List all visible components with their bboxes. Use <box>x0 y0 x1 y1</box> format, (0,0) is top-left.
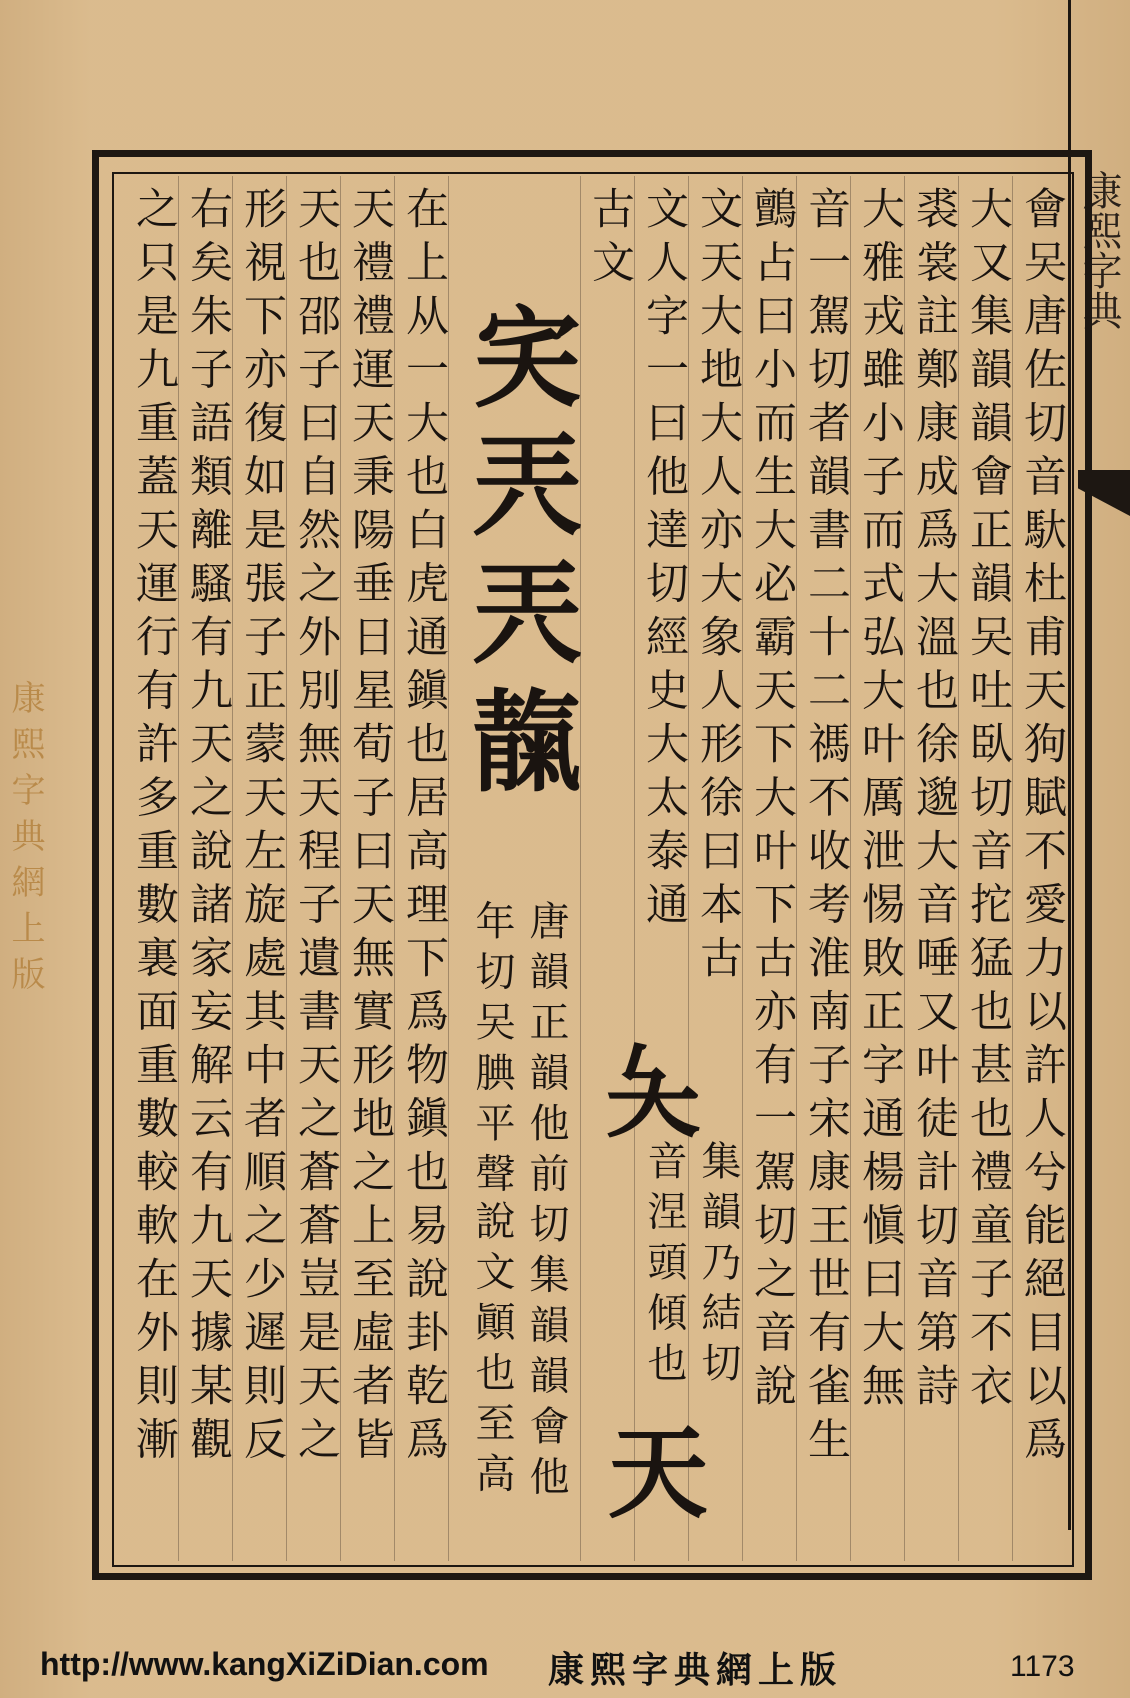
ancient-forms: 宎兲兲靝 <box>454 300 583 812</box>
text-column-shuowen: 說文顚也至高 <box>469 1200 515 1503</box>
text-column-14: 之只是九重蓋天運行有許多重數裏面重數較軟在外則漸 <box>129 186 179 1470</box>
text-column-8: 文人字一曰他達切經史大太泰通 <box>639 186 689 935</box>
text-column-7: 文天大地大人亦大象人形徐曰本古 <box>693 186 743 989</box>
text-column-9: 在上从一大也白虎通鎭也居高理下爲物鎭也易說卦乾爲 <box>399 186 449 1470</box>
text-column-5: 音一駕切者韻書二十二禡不收考淮南子宋康王世有雀生 <box>801 186 851 1470</box>
site-url-link[interactable]: http://www.kangXiZiDian.com <box>40 1646 489 1682</box>
side-watermark: 康熙字典網上版 <box>5 680 45 1002</box>
text-column-10: 天禮禮運天秉陽垂日星荀子曰天無實形地之上至虛者皆 <box>345 186 395 1470</box>
head-character-tian: 天 <box>591 1420 709 1520</box>
nie-definition: 音涅頭傾也 <box>641 1140 687 1393</box>
text-column-6: 鸇占曰小而生大必霸天下大叶下古亦有一駕切之音說 <box>747 186 797 1417</box>
nie-rhyme: 集韻乃結切 <box>695 1140 741 1393</box>
text-column-3: 裘裳註鄭康成爲大溫也徐邈大音唾又叶徒計切音第詩 <box>909 186 959 1417</box>
page-number: 1173 <box>1010 1650 1075 1683</box>
text-column-fanqie: 年切㕦腆平聲 <box>469 900 515 1203</box>
footer-title: 康熙字典網上版 <box>548 1649 843 1691</box>
column-rule <box>634 176 635 1561</box>
header-title: 康熙字典 <box>1076 170 1122 330</box>
head-character-nie: 夨 <box>586 1040 704 1140</box>
text-column-guwen: 古文 <box>585 186 635 293</box>
text-column-13: 右矣朱子語類離騷有九天之說諸家妄解云有九天據某觀 <box>183 186 233 1470</box>
text-column-1: 會㕦唐佐切音馱杜甫天狗賦不愛力以許人兮能絕目以爲 <box>1017 186 1067 1470</box>
text-column-11: 天也邵子曰自然之外別無天程子遺書天之蒼蒼豈是天之 <box>291 186 341 1470</box>
text-column-tang-yun: 唐韻正韻他前切集韻韻會他 <box>523 900 569 1506</box>
text-column-2: 大又集韻韻會正韻㕦吐臥切音拕猛也甚也禮童子不衣 <box>963 186 1013 1417</box>
text-column-12: 形視下亦復如是張子正蒙天左旋處其中者順之少遲則反 <box>237 186 287 1470</box>
text-column-4: 大雅戎雖小子而式弘大叶厲泄惕敗正字通楊愼曰大無 <box>855 186 905 1417</box>
